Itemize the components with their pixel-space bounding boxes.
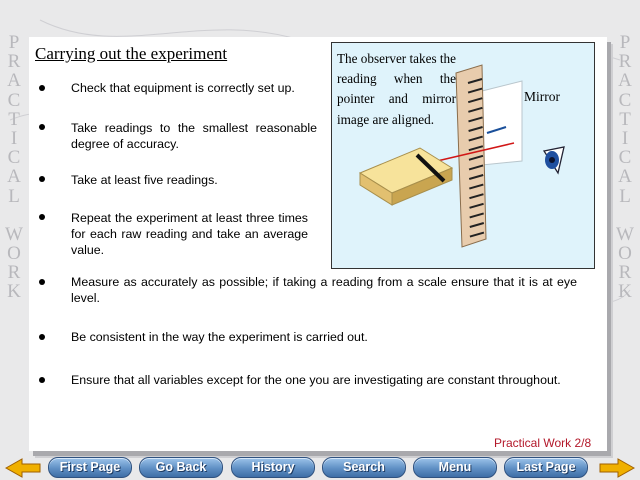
arrow-right-icon[interactable] xyxy=(598,458,636,478)
mirror-label: Mirror xyxy=(524,89,560,104)
side-letter: C xyxy=(7,89,21,111)
bullet-dot xyxy=(39,176,45,182)
menu-button[interactable]: Menu xyxy=(413,457,497,478)
last-page-button[interactable]: Last Page xyxy=(504,457,588,478)
side-letter: A xyxy=(7,166,21,188)
mirror-scale-illustration xyxy=(331,42,595,269)
side-letter: O xyxy=(618,243,632,265)
page-title: Carrying out the experiment xyxy=(35,44,228,63)
side-letter: C xyxy=(7,147,21,169)
first-page-button[interactable]: First Page xyxy=(48,457,132,478)
side-letter: T xyxy=(619,108,631,130)
list-item: Repeat the experiment at least three times for each raw reading and take an average value. xyxy=(71,211,308,257)
side-letter: O xyxy=(7,243,21,265)
illustration-drawing xyxy=(332,43,594,268)
side-letter: W xyxy=(616,223,634,245)
navigation-bar xyxy=(0,455,640,480)
side-letter: P xyxy=(619,32,631,53)
bullet-dot xyxy=(39,85,45,91)
side-letter: A xyxy=(618,166,632,188)
side-letter: W xyxy=(5,223,23,245)
side-letter: I xyxy=(621,127,629,149)
page-indicator: Practical Work 2/8 xyxy=(494,436,592,450)
side-letter: A xyxy=(7,70,21,92)
go-back-button[interactable]: Go Back xyxy=(139,457,223,478)
side-letter: K xyxy=(618,281,632,303)
bullet-dot xyxy=(39,334,45,340)
side-letter: L xyxy=(8,185,20,207)
list-item: Check that equipment is correctly set up. xyxy=(71,81,295,95)
side-word-left xyxy=(3,33,25,302)
bullet-dot xyxy=(39,279,45,285)
side-letter: R xyxy=(618,51,632,73)
arrow-left-icon[interactable] xyxy=(4,458,42,478)
side-letter: A xyxy=(618,70,632,92)
list-item: Take readings to the smallest reasonable degree of accuracy. xyxy=(71,121,317,151)
side-letter: P xyxy=(8,32,20,53)
side-letter: C xyxy=(618,89,632,111)
bullet-dot xyxy=(39,214,45,220)
list-item: Take at least five readings. xyxy=(71,173,218,187)
bullet-dot xyxy=(39,124,45,130)
side-letter: L xyxy=(619,185,631,207)
side-letter xyxy=(3,206,25,225)
side-word-right xyxy=(614,33,636,302)
side-letter: I xyxy=(10,127,18,149)
side-letter: R xyxy=(7,262,21,284)
list-item: Ensure that all variables except for the one you are investigating are constant throughout. xyxy=(71,373,561,387)
list-item: Be consistent in the way the experiment is carried out. xyxy=(71,330,368,344)
side-letter: R xyxy=(618,262,632,284)
bullet-dot xyxy=(39,377,45,383)
search-button[interactable]: Search xyxy=(322,457,406,478)
list-item: Measure as accurately as possible; if taking a reading from a scale ensure that it is at eye level. xyxy=(71,275,577,305)
side-letter: R xyxy=(7,51,21,73)
illustration-caption: The observer takes the reading when the pointer and mirror image are aligned. xyxy=(337,51,457,127)
side-letter: K xyxy=(7,281,21,303)
side-letter xyxy=(614,206,636,225)
side-letter: C xyxy=(618,147,632,169)
mirror-shape xyxy=(482,81,522,165)
side-letter: T xyxy=(8,108,20,130)
eye-icon xyxy=(544,147,564,173)
history-button[interactable]: History xyxy=(231,457,315,478)
